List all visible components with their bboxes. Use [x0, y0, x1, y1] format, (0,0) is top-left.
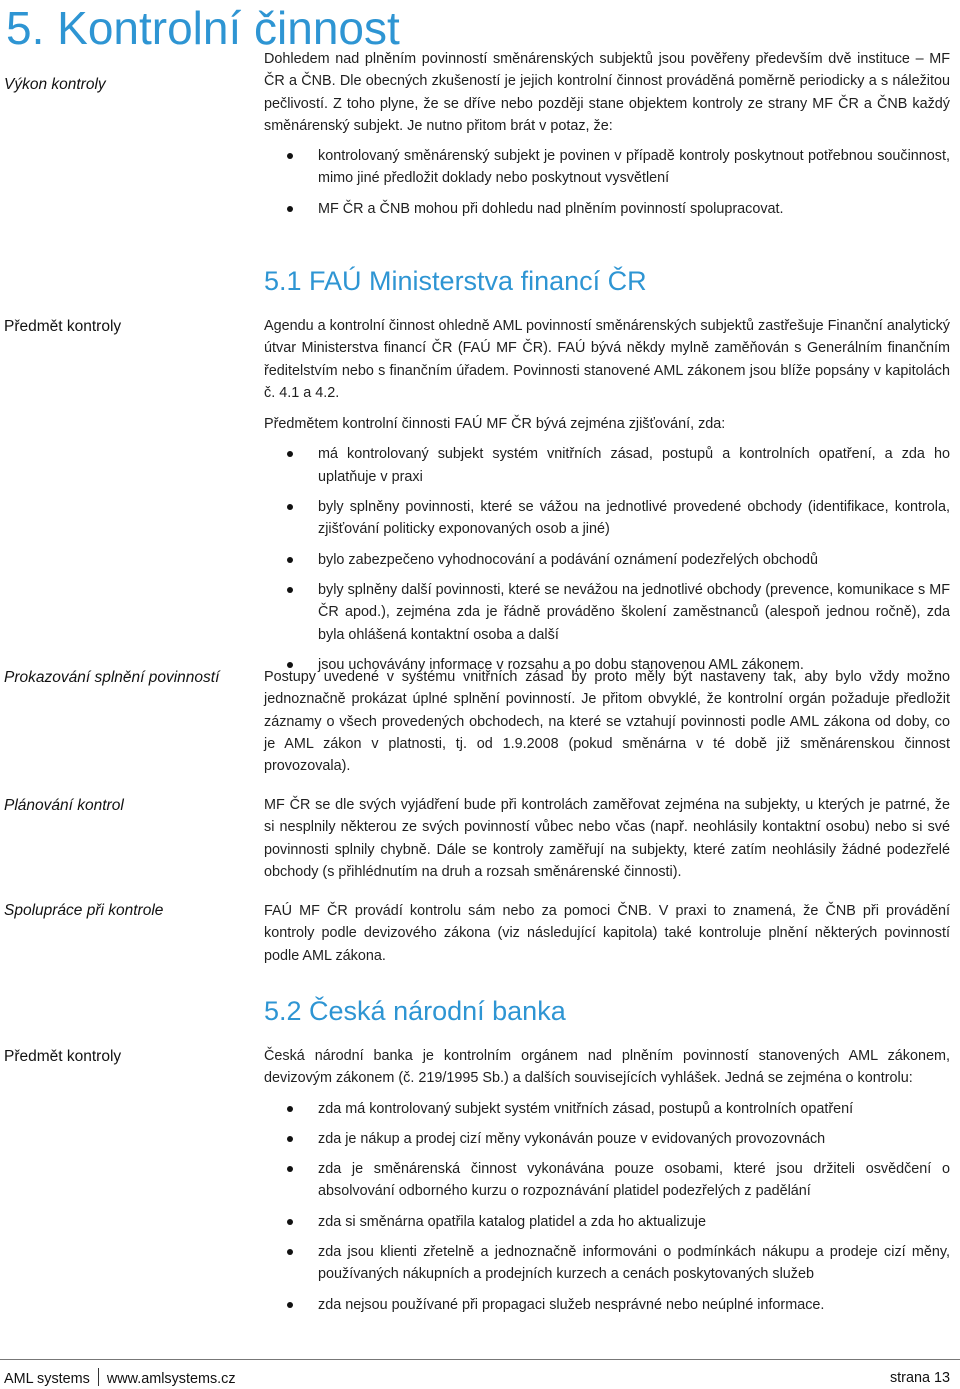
list-item: kontrolovaný směnárenský subjekt je povinen v případě kontroly poskytnout potřebnou součinnost, mimo jiné předložit doklady nebo poskytnout vysvětlení [264, 145, 950, 190]
side-label-predmet-kontroly-2: Předmět kontroly [4, 1048, 122, 1065]
list-item: zda má kontrolovaný subjekt systém vnitřních zásad, postupů a kontrolních opatření [264, 1098, 950, 1120]
footer-website-link[interactable]: www.amlsystems.cz [106, 1371, 236, 1387]
list-item: bylo zabezpečeno vyhodnocování a podávání oznámení podezřelých obchodů [264, 549, 950, 571]
intro-paragraph: Dohledem nad plněním povinností směnárenských subjektů jsou pověřeny především dvě instituce – MF ČR a ČNB. Dle obecných zkušeností je jejich kontrolní činnost prováděná poměrně periodicky a s náležitou pečlivostí. Z toho plyne, že se dříve nebo později stane objektem kontroly ze strany MF ČR a ČNB každý směnárenský subjekt. Je nutno přitom brát v potaz, že: [264, 51, 950, 134]
footer-divider [0, 1359, 960, 1360]
list-item: zda nejsou používané při propagaci služeb nesprávné nebo neúplné informace. [264, 1294, 950, 1316]
intro-bullet-list [264, 145, 950, 220]
footer-left [4, 1368, 236, 1389]
list-item: zda je směnárenská činnost vykonávána pouze osobami, které jsou držiteli osvědčení o absolvování odborného kurzu o rozpoznávání platidel podezřelých z padělání [264, 1158, 950, 1203]
planning-section [264, 794, 950, 883]
bullet-icon [287, 153, 293, 159]
paragraph: Česká národní banka je kontrolním orgánem nad plněním povinností stanovených AML zákonem, devizovým zákonem (č. 219/1995 Sb.) a dalších souvisejících vyhlášek. Jedná se zejména o kontrolu: [264, 1048, 950, 1087]
list-item: zda si směnárna opatřila katalog platidel a zda ho aktualizuje [264, 1211, 950, 1233]
bullet-icon [287, 1219, 293, 1225]
side-label-prokazovani: Prokazování splnění povinností [4, 669, 220, 686]
bullet-icon [287, 1249, 293, 1255]
bullet-icon [287, 504, 293, 510]
section-heading-5-2: 5.2 Česká národní banka [264, 996, 566, 1026]
bullet-icon [287, 557, 293, 563]
page-title: 5. Kontrolní činnost [6, 2, 400, 54]
proof-section [264, 666, 950, 777]
side-label-vykon-kontroly: Výkon kontroly [4, 76, 106, 93]
section-5-2-bullet-list [264, 1098, 950, 1316]
list-item: jsou uchovávány informace v rozsahu a po dobu stanovenou AML zákonem. [264, 654, 950, 676]
footer-separator [98, 1368, 99, 1386]
paragraph: Agendu a kontrolní činnost ohledně AML povinností směnárenských subjektů zastřešuje Finanční analytický útvar Ministerstva financí ČR (FAÚ MF ČR). FAÚ bývá někdy mylně zaměňován s Generálním finančním ředitelstvím nebo s finančním úřadem. Povinnosti stanovené AML zákonem jsou blíže popsány v kapitolách č. 4.1 a 4.2. [264, 318, 950, 401]
section-heading-5-1: 5.1 FAÚ Ministerstva financí ČR [264, 266, 647, 296]
paragraph: FAÚ MF ČR provádí kontrolu sám nebo za pomoci ČNB. V praxi to znamená, že ČNB při provádění kontroly podle devizového zákona (viz následující kapitola) také kontroluje plnění některých povinností podle AML zákona. [264, 903, 950, 964]
list-item: má kontrolovaný subjekt systém vnitřních zásad, postupů a kontrolních opatření, a zda ho uplatňuje v praxi [264, 443, 950, 488]
page-number: strana 13 [889, 1370, 950, 1386]
footer-company: AML systems [4, 1371, 90, 1387]
list-item: zda jsou klienti zřetelně a jednoznačně informováni o podmínkách nákupu a prodeje cizí měny, používaných nákupních a prodejních kurzech a cenách poskytovaných služeb [264, 1241, 950, 1286]
list-item: MF ČR a ČNB mohou při dohledu nad plněním povinností spolupracovat. [264, 198, 950, 220]
paragraph: Postupy uvedené v systému vnitřních zásad by proto měly být nastaveny tak, aby bylo vždy možno jednoznačně prokázat úplné splnění povinností. Je přitom obvyklé, že kontrolní orgán požaduje předložit záznamy o všech provedených obchodech, na které se vztahují povinnosti podle AML zákona od doby, co je AML zákon v platnosti, tj. od 1.9.2008 (pokud směnárna v té době již směnárenskou činnost provozovala). [264, 669, 950, 775]
bullet-icon [287, 1136, 293, 1142]
cooperation-section [264, 900, 950, 967]
side-label-spoluprace: Spolupráce při kontrole [4, 902, 164, 919]
bullet-icon [287, 1106, 293, 1112]
paragraph: MF ČR se dle svých vyjádření bude při kontrolách zaměřovat zejména na subjekty, u kterých je patrné, že si nesplnily některou ze svých povinností vůbec nebo včas (např. neohlásily kontaktní osobu) nebo si své povinnosti splnily chybně. Dále se kontroly zaměřují na subjekty, které zatím neohlásily žádné podezřelé obchody (s přihlédnutím na druh a rozsah směnárenské činnosti). [264, 797, 950, 880]
bullet-icon [287, 587, 293, 593]
section-5-1-body [264, 315, 950, 684]
bullet-icon [287, 451, 293, 457]
side-label-predmet-kontroly: Předmět kontroly [4, 318, 122, 335]
section-5-1-bullet-list [264, 443, 950, 676]
bullet-icon [287, 1302, 293, 1308]
list-item: byly splněny povinnosti, které se vážou na jednotlivé provedené obchody (identifikace, kontrola, zjišťování politicky exponovaných osob a jiné) [264, 496, 950, 541]
list-item: zda je nákup a prodej cizí měny vykonáván pouze v evidovaných provozovnách [264, 1128, 950, 1150]
list-item: byly splněny další povinnosti, které se nevážou na jednotlivé obchody (prevence, komunikace s MF ČR apod.), zejména zda je řádně prováděno školení zaměstnanců (alespoň jednou ročně), zda byla ohlášená kontaktní osoba a další [264, 579, 950, 646]
intro-section [264, 48, 950, 228]
bullet-icon [287, 206, 293, 212]
side-label-planovani: Plánování kontrol [4, 797, 124, 814]
paragraph: Předmětem kontrolní činnosti FAÚ MF ČR bývá zejména zjišťování, zda: [264, 416, 726, 433]
section-5-2-body [264, 1045, 950, 1324]
bullet-icon [287, 1166, 293, 1172]
